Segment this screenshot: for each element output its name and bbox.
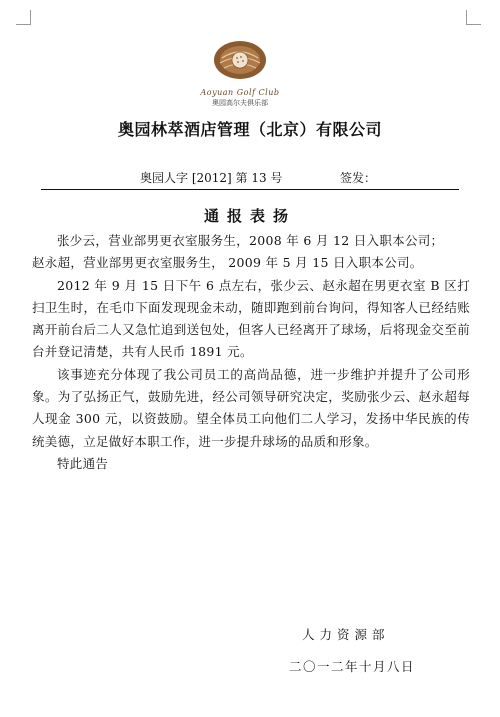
- paragraph-employee-1: 张少云，营业部男更衣室服务生，2008 年 6 月 12 日入职本公司；: [57, 233, 444, 248]
- header-divider: [41, 189, 459, 190]
- paragraph-incident: 2012 年 9 月 15 日下午 6 点左右，张少云、赵永超在男更衣室 B 区打扫卫生时，在毛巾下面发现现金未动，随即跑到前台询问，得知客人已经结账离开前台后二人又急忙追到送包处，但客人已经离开了球场，后将现金交至前台并登记清楚，共有人民币 1891 元。: [32, 277, 470, 360]
- logo-brand-cn: 奥园高尔夫俱乐部: [212, 99, 268, 107]
- issue-date: 二〇一二年十月八日: [289, 659, 416, 674]
- paragraph-commendation: 该事迹充分体现了我公司员工的高尚品德，进一步维护并提升了公司形象。为了弘扬正气，鼓励先进，经公司领导研究决定，奖励张少云、赵永超每人现金 300 元，以资鼓励。望全体员工向他们二人学习，发扬中华民族的传统美德，立足做好本职工作，进一步提升球场的品质和形象。: [32, 366, 470, 449]
- crop-mark-top-right: [466, 10, 481, 25]
- notice-title: 通报表扬: [203, 207, 296, 225]
- document-reference: 奥园人字 [2012] 第 13 号: [140, 171, 283, 185]
- paragraph-closing: 特此通告: [57, 455, 109, 471]
- sign-label: 签发：: [340, 171, 377, 185]
- crop-mark-top-left: [16, 10, 31, 25]
- paragraph-employee-2: 赵永超，营业部男更衣室服务生， 2009 年 5 月 15 日入职本公司。: [32, 255, 423, 271]
- logo-brand-en: Aoyuan Golf Club: [200, 88, 280, 97]
- signatory-department: 人力资源部: [302, 627, 390, 642]
- company-name: 奥园林萃酒店管理（北京）有限公司: [117, 120, 382, 139]
- notice-body: [32, 230, 470, 475]
